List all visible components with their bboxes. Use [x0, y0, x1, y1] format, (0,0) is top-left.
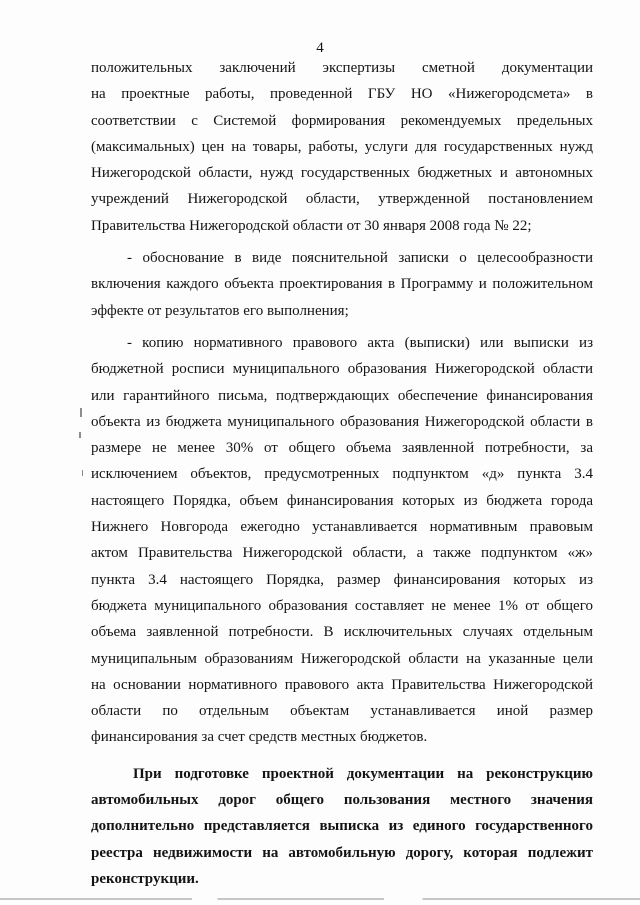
text-line: Нижегородской области, нужд государственных бюджетных и автономных — [91, 165, 593, 182]
text-line: настоящего Порядка, объем финансирования которых из бюджета города — [91, 492, 593, 509]
text-line: - копию нормативного правового акта (выписки) или выписки из — [127, 334, 593, 351]
text-line: реестра недвижимости на автомобильную дорогу, которая подлежит — [91, 844, 593, 861]
text-line: Правительства Нижегородской области от 30 января 2008 года № 22; — [91, 217, 532, 234]
text-line: муниципальным образованиям Нижегородской области на указанные цели — [91, 650, 593, 667]
text-line: области по отдельным объектам устанавливается иной размер — [91, 703, 593, 720]
page-number: 4 — [316, 40, 324, 56]
text-line: исключением объектов, предусмотренных подпунктом «д» пункта 3.4 — [91, 466, 593, 483]
paragraph-reconstruction — [91, 764, 593, 895]
text-line: бюджетной росписи муниципального образования Нижегородской области — [91, 361, 593, 378]
text-line: Нижнего Новгорода ежегодно устанавливается нормативным правовым — [91, 519, 593, 536]
text-line: - обоснование в виде пояснительной записки о целесообразности — [127, 250, 593, 267]
text-line: эффекте от результатов его выполнения; — [91, 302, 349, 319]
text-line: дополнительно представляется выписка из единого государственного — [91, 818, 593, 835]
text-line: соответствии с Системой формирования рекомендуемых предельных — [91, 112, 593, 129]
paragraph-expertise — [91, 58, 593, 242]
text-line: положительных заключений экспертизы сметной документации — [91, 60, 593, 76]
text-line: объема заявленной потребности. В исключительных случаях отдельным — [91, 624, 593, 641]
text-line: реконструкции. — [91, 870, 199, 887]
text-line: на проектные работы, проведенной ГБУ НО «Нижегородсмета» в — [91, 86, 593, 103]
text-line: на основании нормативного правового акта Правительства Нижегородской — [91, 676, 593, 693]
text-line: автомобильных дорог общего пользования местного значения — [91, 792, 593, 809]
text-line: финансирования за счет средств местных бюджетов. — [91, 729, 428, 746]
scan-artifact — [79, 432, 81, 438]
text-line: объекта из бюджета муниципального образования Нижегородской области в — [91, 413, 593, 430]
text-line: При подготовке проектной документации на реконструкцию — [133, 765, 593, 782]
text-line: размере не менее 30% от общего объема заявленной потребности, за — [91, 440, 593, 457]
text-line: учреждений Нижегородской области, утвержденной постановлением — [91, 191, 593, 208]
text-line: бюджета муниципального образования составляет не менее 1% от общего — [91, 597, 593, 614]
scan-edge-line — [0, 898, 640, 900]
text-line: или гарантийного письма, подтверждающих обеспечение финансирования — [91, 387, 593, 404]
text-line: (максимальных) цен на товары, работы, услуги для государственных нужд — [91, 138, 593, 155]
text-line: актом Правительства Нижегородской области, а также подпунктом «ж» — [91, 545, 593, 562]
paragraph-normative-act — [91, 333, 593, 754]
document-body — [91, 58, 593, 895]
scan-artifact — [80, 408, 82, 417]
text-line: пункта 3.4 настоящего Порядка, размер финансирования которых из — [91, 571, 593, 588]
scan-artifact — [82, 470, 83, 476]
paragraph-justification — [91, 248, 593, 327]
text-line: включения каждого объекта проектирования в Программу и положительном — [91, 276, 593, 293]
